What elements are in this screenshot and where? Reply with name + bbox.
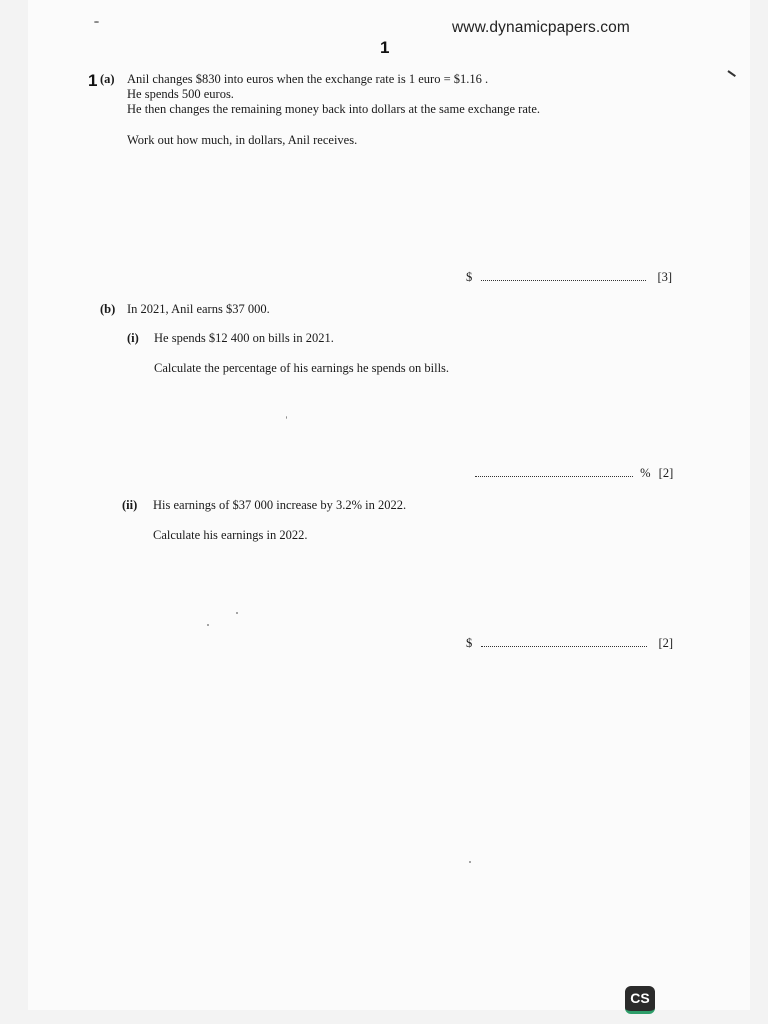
part-b-i-answer-line[interactable] (475, 466, 673, 481)
part-b-label: (b) (100, 302, 116, 316)
part-b-i-label: (i) (127, 331, 139, 345)
part-a-label: (a) (100, 72, 115, 86)
answer-dotted-line[interactable] (481, 636, 647, 647)
part-b-i-marks: [2] (658, 466, 674, 480)
part-b-ii-statement: His earnings of $37 000 increase by 3.2% in 2022. (153, 498, 407, 512)
watermark-url: www.dynamicpapers.com (452, 19, 630, 36)
part-a-instruction: Work out how much, in dollars, Anil receives. (127, 133, 358, 147)
dollar-prefix: $ (466, 636, 473, 650)
part-b-i-statement: He spends $12 400 on bills in 2021. (154, 331, 334, 345)
percent-suffix: % (640, 466, 651, 480)
camscanner-badge-icon: CS (625, 986, 655, 1014)
scan-speck (94, 21, 99, 23)
part-b-ii-marks: [2] (658, 636, 674, 650)
scan-speck (469, 861, 471, 863)
part-a-answer-line[interactable] (466, 270, 672, 285)
answer-dotted-line[interactable] (475, 466, 633, 477)
part-b-ii-label: (ii) (122, 498, 138, 512)
part-a-line-3: He then changes the remaining money back into dollars at the same exchange rate. (127, 102, 541, 116)
scan-speck (207, 624, 209, 626)
scan-speck (286, 416, 287, 419)
dollar-prefix: $ (466, 270, 473, 284)
part-a-marks: [3] (657, 270, 673, 284)
part-b-ii-answer-line[interactable] (466, 636, 673, 651)
question-number: 1 (88, 71, 98, 90)
page-number: 1 (380, 38, 390, 57)
part-b-ii-instruction: Calculate his earnings in 2022. (153, 528, 308, 542)
part-a-line-1: Anil changes $830 into euros when the exchange rate is 1 euro = $1.16 . (127, 72, 489, 86)
scan-speck (236, 612, 238, 614)
part-a-line-2: He spends 500 euros. (127, 87, 234, 101)
answer-dotted-line[interactable] (481, 270, 646, 281)
part-b-i-instruction: Calculate the percentage of his earnings he spends on bills. (154, 361, 450, 375)
part-b-intro: In 2021, Anil earns $37 000. (127, 302, 270, 316)
